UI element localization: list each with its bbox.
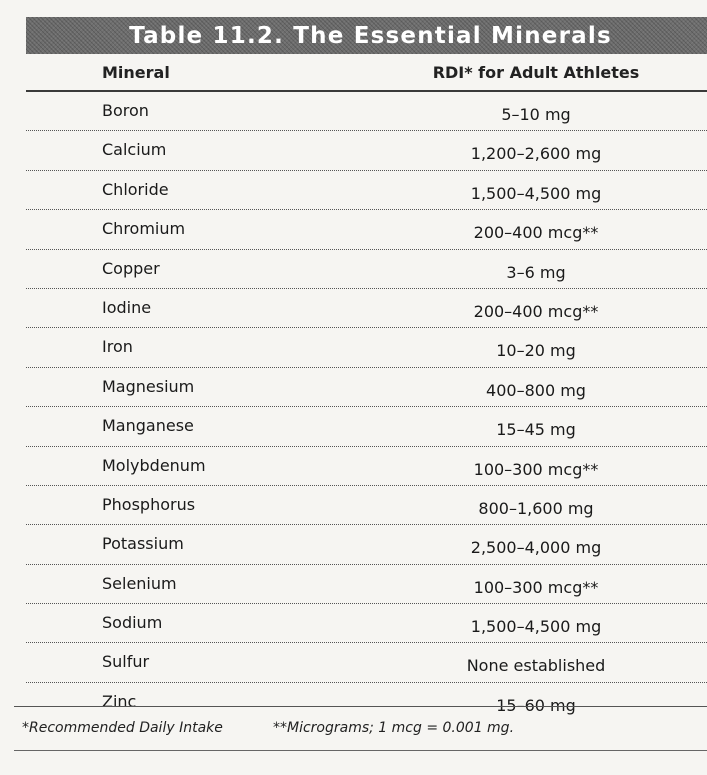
mineral-name: Zinc xyxy=(102,691,137,711)
mineral-rdi: None established xyxy=(466,656,606,676)
mineral-name: Boron xyxy=(102,101,149,120)
mineral-rdi: 100–300 mcg** xyxy=(473,577,599,597)
table-row xyxy=(26,683,707,721)
table-title-bar xyxy=(26,17,707,54)
table-row xyxy=(26,447,707,486)
mineral-name: Sulfur xyxy=(102,652,150,672)
mineral-rdi: 5–10 mg xyxy=(501,105,571,124)
mineral-rdi: 3–6 mg xyxy=(506,262,566,282)
mineral-name: Phosphorus xyxy=(102,494,196,514)
table-title: Table 11.2. The Essential Minerals xyxy=(129,22,612,49)
table-row xyxy=(26,643,707,682)
table-row xyxy=(26,565,707,604)
table-row xyxy=(26,486,707,525)
mineral-name: Copper xyxy=(102,258,160,278)
mineral-rdi: 1,500–4,500 mg xyxy=(470,183,602,203)
mineral-rdi: 10–20 mg xyxy=(496,341,576,361)
mineral-rdi: 15–60 mg xyxy=(496,695,576,715)
mineral-rdi: 800–1,600 mg xyxy=(478,498,594,518)
mineral-name: Magnesium xyxy=(102,376,195,396)
table-row xyxy=(26,525,707,564)
mineral-rdi: 1,500–4,500 mg xyxy=(470,617,602,637)
table-row xyxy=(26,289,707,328)
mineral-name: Selenium xyxy=(102,573,177,593)
mineral-rdi: 200–400 mcg** xyxy=(473,223,599,243)
mineral-name: Chloride xyxy=(102,179,169,199)
table-row xyxy=(26,92,707,131)
mineral-name: Manganese xyxy=(102,416,194,436)
table-row xyxy=(26,210,707,249)
footer-divider xyxy=(14,706,707,708)
mineral-rdi: 1,200–2,600 mg xyxy=(470,144,602,164)
header-rdi: RDI* for Adult Athletes xyxy=(432,63,640,82)
mineral-name: Calcium xyxy=(102,140,167,160)
table-row xyxy=(26,368,707,407)
table-row xyxy=(26,171,707,210)
mineral-name: Chromium xyxy=(102,219,186,239)
table-row xyxy=(26,250,707,289)
table-row xyxy=(26,604,707,643)
table-row xyxy=(26,407,707,446)
mineral-name: Iron xyxy=(102,337,133,357)
footnote-mcg: **Micrograms; 1 mcg = 0.001 mg. xyxy=(273,720,515,736)
mineral-rdi: 100–300 mcg** xyxy=(473,459,599,479)
table-row xyxy=(26,131,707,170)
mineral-name: Iodine xyxy=(102,297,152,317)
table-body xyxy=(26,92,707,721)
header-mineral: Mineral xyxy=(102,63,170,82)
mineral-name: Sodium xyxy=(102,613,163,633)
bottom-divider xyxy=(14,750,707,751)
footnote-rdi: *Recommended Daily Intake xyxy=(22,720,223,736)
mineral-rdi: 200–400 mcg** xyxy=(473,301,599,321)
mineral-rdi: 2,500–4,000 mg xyxy=(470,538,602,558)
mineral-name: Molybdenum xyxy=(102,455,206,475)
mineral-rdi: 15–45 mg xyxy=(496,420,576,440)
mineral-name: Potassium xyxy=(102,534,184,554)
table-row xyxy=(26,328,707,367)
mineral-rdi: 400–800 mg xyxy=(486,380,586,400)
table-header-row xyxy=(26,54,707,92)
